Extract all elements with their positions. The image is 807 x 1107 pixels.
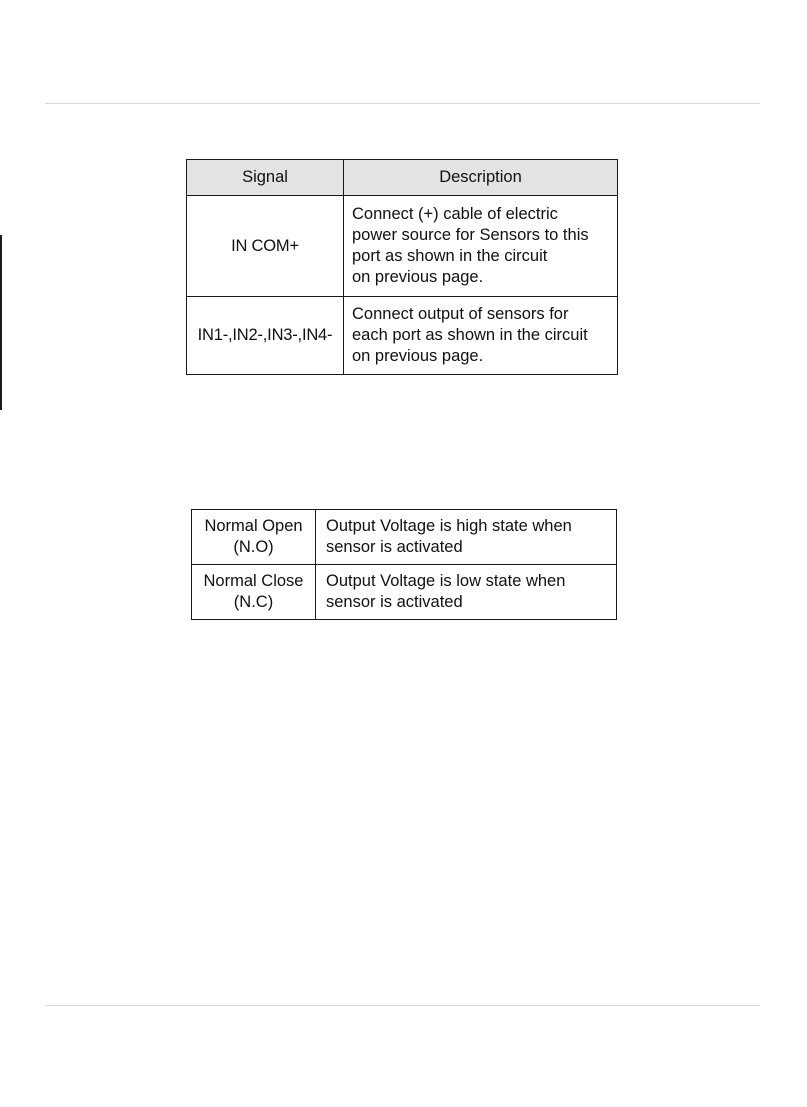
signal-description-table	[186, 159, 618, 375]
description-line: sensor is activated	[326, 593, 463, 611]
description-cell	[344, 297, 618, 375]
signal-cell: IN1-,IN2-,IN3-,IN4-	[187, 297, 344, 375]
mode-description-cell	[316, 565, 617, 620]
description-line: each port as shown in the circuit	[352, 326, 588, 344]
description-line: on previous page.	[352, 347, 484, 365]
signal-cell: IN COM+	[187, 196, 344, 297]
margin-bar	[0, 235, 2, 410]
mode-cell	[192, 510, 316, 565]
mode-abbreviation: (N.C)	[233, 593, 274, 611]
table-row	[192, 510, 617, 565]
table-row	[187, 196, 618, 297]
description-line: sensor is activated	[326, 538, 463, 556]
description-line: on previous page.	[352, 268, 484, 286]
signal-header: Signal	[187, 160, 344, 196]
mode-description-cell	[316, 510, 617, 565]
mode-name: Normal Open	[204, 517, 303, 535]
footer-divider	[45, 1005, 760, 1006]
description-line: Output Voltage is high state when	[326, 517, 572, 535]
mode-cell	[192, 565, 316, 620]
table-header-row	[187, 160, 618, 196]
description-line: Output Voltage is low state when	[326, 572, 566, 590]
output-mode-table	[191, 509, 617, 620]
description-line: power source for Sensors to this	[352, 226, 589, 244]
description-line: Connect (+) cable of electric	[352, 205, 558, 223]
table-row	[187, 297, 618, 375]
description-cell	[344, 196, 618, 297]
mode-abbreviation: (N.O)	[233, 538, 274, 556]
description-header: Description	[344, 160, 618, 196]
description-line: port as shown in the circuit	[352, 247, 548, 265]
description-line: Connect output of sensors for	[352, 305, 569, 323]
table-row	[192, 565, 617, 620]
mode-name: Normal Close	[203, 572, 304, 590]
header-divider	[45, 103, 760, 104]
